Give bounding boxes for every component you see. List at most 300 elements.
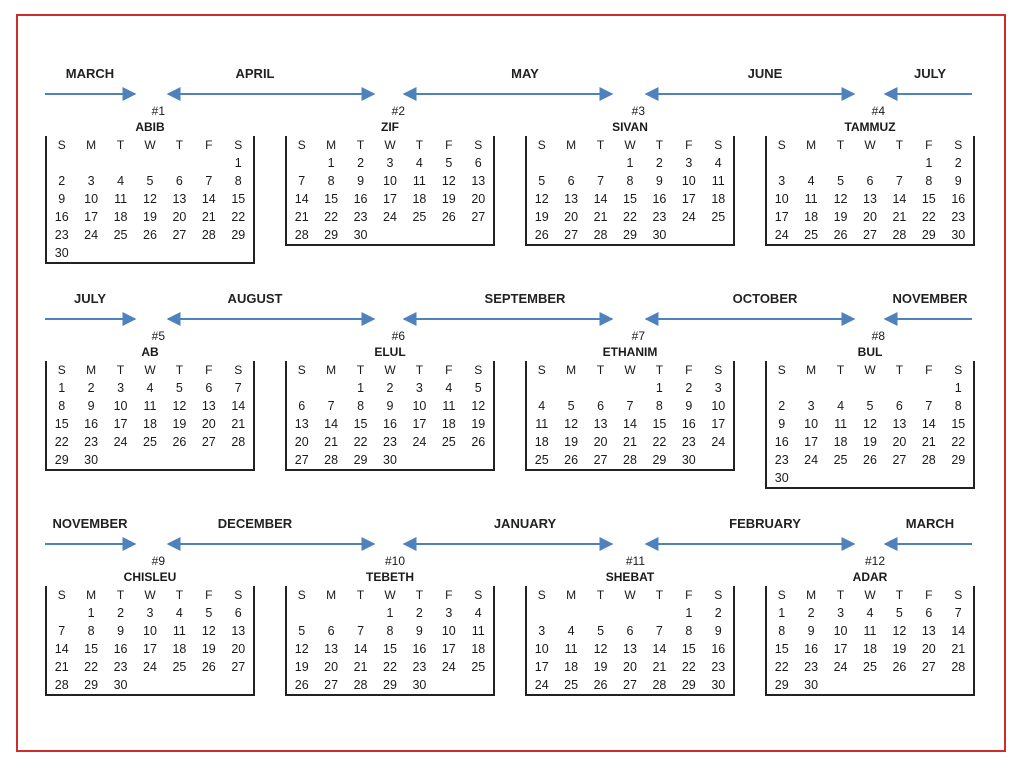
day-cell: 1 — [87, 606, 95, 620]
day-cell: 15 — [652, 417, 667, 431]
month-grid-box — [285, 586, 495, 696]
day-grid — [287, 586, 493, 694]
month-number: #8 — [871, 329, 885, 343]
day-cell — [527, 379, 556, 397]
day-cell: 1 — [778, 606, 786, 620]
day-cell: 27 — [593, 453, 608, 467]
weekday-label: W — [864, 588, 876, 602]
day-cell — [767, 154, 796, 172]
day-cell: 23 — [711, 660, 726, 674]
day-cell: 4 — [445, 381, 453, 395]
day-cell: 2 — [778, 399, 786, 413]
day-cell: 9 — [778, 417, 786, 431]
day-cell: 17 — [383, 192, 397, 206]
day-cell: 18 — [534, 435, 549, 449]
day-cell — [464, 226, 493, 244]
weekday-header — [287, 136, 493, 154]
day-cell: 30 — [951, 228, 966, 242]
day-cell: 21 — [921, 435, 936, 449]
week-row — [527, 604, 733, 622]
day-cell: 7 — [327, 399, 335, 413]
day-cell — [135, 244, 164, 262]
gregorian-month-label: JUNE — [747, 66, 783, 81]
day-cell: 18 — [143, 417, 157, 431]
day-cell: 8 — [925, 174, 933, 188]
day-cell: 15 — [921, 192, 936, 206]
week-row — [527, 379, 733, 397]
day-cell: 15 — [681, 642, 696, 656]
day-grid — [287, 136, 493, 244]
day-cell: 30 — [652, 228, 667, 242]
day-cell: 2 — [807, 606, 815, 620]
day-cell: 24 — [412, 435, 427, 449]
day-cell: 12 — [471, 399, 486, 413]
weekday-label: S — [954, 588, 963, 602]
hebrew-month-name: SHEBAT — [605, 570, 655, 584]
day-cell: 22 — [652, 435, 667, 449]
weekday-label: F — [925, 363, 933, 377]
week-row — [767, 226, 973, 244]
month-number: #6 — [391, 329, 405, 343]
day-cell: 1 — [234, 156, 242, 170]
week-row — [287, 154, 493, 172]
day-cell: 21 — [652, 660, 667, 674]
day-cell: 17 — [412, 417, 427, 431]
day-cell: 6 — [866, 174, 874, 188]
day-cell: 19 — [534, 210, 549, 224]
week-row — [47, 433, 253, 451]
day-cell: 9 — [386, 399, 394, 413]
month-grid-box — [45, 361, 255, 471]
weekday-label: W — [144, 138, 156, 152]
day-cell: 27 — [294, 453, 309, 467]
day-cell: 28 — [201, 228, 216, 242]
day-cell: 28 — [623, 453, 637, 467]
weekday-label: T — [895, 363, 904, 377]
weekday-label: T — [356, 138, 365, 152]
weekday-label: M — [86, 588, 97, 602]
day-cell: 14 — [951, 624, 966, 638]
day-cell: 25 — [113, 228, 128, 242]
day-cell: 21 — [623, 435, 637, 449]
week-row — [287, 622, 493, 640]
weekday-label: W — [384, 588, 396, 602]
day-cell: 2 — [655, 156, 663, 170]
day-cell: 19 — [143, 210, 157, 224]
day-cell: 3 — [386, 156, 394, 170]
day-cell: 7 — [205, 174, 213, 188]
day-cell: 9 — [954, 174, 962, 188]
day-cell: 7 — [357, 624, 365, 638]
day-cell: 17 — [143, 642, 157, 656]
day-cell: 2 — [357, 156, 365, 170]
week-row — [287, 397, 493, 415]
week-row — [287, 172, 493, 190]
weekday-header — [47, 361, 253, 379]
day-cell: 9 — [685, 399, 693, 413]
day-cell: 2 — [87, 381, 95, 395]
weekday-header — [287, 586, 493, 604]
day-cell — [944, 469, 973, 487]
day-cell: 18 — [564, 660, 579, 674]
weekday-label: S — [297, 138, 306, 152]
day-cell: 27 — [863, 228, 877, 242]
weekday-label: T — [415, 363, 424, 377]
day-cell: 13 — [921, 624, 936, 638]
day-cell: 26 — [294, 678, 309, 692]
day-cell: 14 — [231, 399, 246, 413]
day-cell: 15 — [951, 417, 966, 431]
day-cell: 28 — [54, 678, 69, 692]
day-cell: 7 — [925, 399, 933, 413]
weekday-label: M — [566, 363, 577, 377]
day-cell: 23 — [84, 435, 99, 449]
day-cell: 17 — [711, 417, 726, 431]
month-number: #4 — [871, 104, 885, 118]
month-number: #9 — [151, 554, 165, 568]
weekday-header — [527, 586, 733, 604]
day-cell: 5 — [205, 606, 213, 620]
day-cell — [287, 379, 316, 397]
day-cell: 18 — [863, 642, 877, 656]
day-cell: 6 — [474, 156, 482, 170]
gregorian-month-label: DECEMBER — [217, 516, 293, 531]
weekday-label: S — [234, 138, 243, 152]
month-grid-box — [45, 586, 255, 696]
weekday-label: M — [86, 363, 97, 377]
day-cell: 10 — [711, 399, 726, 413]
weekday-label: T — [175, 588, 184, 602]
day-cell — [796, 154, 825, 172]
day-cell: 15 — [231, 192, 246, 206]
day-cell — [224, 676, 253, 694]
day-cell: 3 — [837, 606, 845, 620]
day-cell: 10 — [534, 642, 549, 656]
weekday-label: S — [57, 363, 66, 377]
day-cell: 28 — [593, 228, 608, 242]
day-cell: 16 — [84, 417, 99, 431]
day-cell: 19 — [294, 660, 309, 674]
day-cell: 17 — [113, 417, 128, 431]
day-cell: 3 — [778, 174, 786, 188]
day-cell: 6 — [175, 174, 183, 188]
day-cell: 14 — [623, 417, 637, 431]
day-cell: 6 — [298, 399, 306, 413]
week-row — [527, 397, 733, 415]
day-cell: 26 — [892, 660, 907, 674]
weekday-label: T — [596, 588, 605, 602]
weekday-label: T — [175, 363, 184, 377]
day-cell: 24 — [534, 678, 549, 692]
day-cell: 28 — [892, 228, 907, 242]
day-cell — [767, 379, 796, 397]
weekday-label: M — [326, 138, 337, 152]
week-row — [767, 172, 973, 190]
day-cell: 18 — [113, 210, 128, 224]
weekday-label: T — [895, 138, 904, 152]
day-cell: 14 — [353, 642, 368, 656]
weekday-header — [767, 586, 973, 604]
week-row — [287, 433, 493, 451]
day-cell: 24 — [441, 660, 456, 674]
day-cell: 16 — [774, 435, 789, 449]
hebrew-month-name: CHISLEU — [123, 570, 177, 584]
weekday-label: S — [474, 588, 483, 602]
day-cell: 27 — [201, 435, 216, 449]
weekday-label: W — [624, 588, 636, 602]
day-cell: 23 — [652, 210, 667, 224]
weekday-label: S — [57, 588, 66, 602]
weekday-label: S — [234, 588, 243, 602]
weekday-label: S — [714, 138, 723, 152]
month-grid-box — [285, 136, 495, 246]
day-cell — [375, 226, 404, 244]
day-cell: 10 — [774, 192, 789, 206]
day-cell: 7 — [597, 174, 605, 188]
week-row — [527, 415, 733, 433]
day-cell: 3 — [538, 624, 546, 638]
day-cell — [826, 676, 855, 694]
day-cell — [464, 676, 493, 694]
day-cell: 21 — [294, 210, 309, 224]
day-grid — [527, 586, 733, 694]
day-cell — [826, 379, 855, 397]
day-cell: 12 — [833, 192, 848, 206]
day-cell: 14 — [324, 417, 339, 431]
day-cell: 22 — [951, 435, 966, 449]
day-cell: 29 — [623, 228, 637, 242]
day-cell — [826, 154, 855, 172]
day-cell: 25 — [863, 660, 877, 674]
week-row — [287, 379, 493, 397]
day-cell: 13 — [564, 192, 579, 206]
day-cell — [405, 226, 434, 244]
hebrew-month-name: ADAR — [852, 570, 888, 584]
week-row — [287, 190, 493, 208]
day-cell: 6 — [327, 624, 335, 638]
day-cell: 21 — [324, 435, 339, 449]
day-cell: 19 — [201, 642, 216, 656]
day-cell: 4 — [714, 156, 722, 170]
day-cell: 16 — [711, 642, 726, 656]
month-number: #7 — [631, 329, 645, 343]
day-cell: 2 — [714, 606, 722, 620]
day-cell: 9 — [117, 624, 125, 638]
day-cell: 25 — [711, 210, 726, 224]
day-cell: 28 — [353, 678, 368, 692]
day-cell — [224, 451, 253, 469]
month-grid-box — [45, 136, 255, 264]
day-cell: 2 — [954, 156, 962, 170]
day-cell: 18 — [172, 642, 187, 656]
day-grid — [47, 586, 253, 694]
day-cell: 22 — [383, 660, 397, 674]
day-cell: 8 — [626, 174, 634, 188]
day-cell: 6 — [925, 606, 933, 620]
day-cell: 11 — [564, 642, 578, 656]
day-cell — [47, 154, 76, 172]
day-cell: 12 — [172, 399, 187, 413]
day-cell: 28 — [652, 678, 667, 692]
day-cell — [287, 604, 316, 622]
day-cell: 24 — [833, 660, 848, 674]
week-row — [527, 451, 733, 469]
day-cell — [135, 154, 164, 172]
gregorian-month-label: OCTOBER — [732, 291, 798, 306]
week-row — [767, 469, 973, 487]
hebrew-month-name: ETHANIM — [602, 345, 658, 359]
day-cell: 19 — [471, 417, 486, 431]
day-cell — [434, 451, 463, 469]
weekday-label: T — [415, 138, 424, 152]
day-cell: 4 — [538, 399, 546, 413]
weekday-label: F — [205, 363, 213, 377]
weekday-label: S — [714, 363, 723, 377]
day-cell — [796, 469, 825, 487]
day-cell: 8 — [327, 174, 335, 188]
day-cell: 17 — [441, 642, 456, 656]
day-cell: 8 — [58, 399, 66, 413]
weekday-label: F — [925, 138, 933, 152]
week-row — [287, 658, 493, 676]
day-cell: 29 — [652, 453, 667, 467]
weekday-label: S — [474, 138, 483, 152]
weekday-label: F — [205, 588, 213, 602]
week-row — [767, 397, 973, 415]
day-cell: 1 — [925, 156, 933, 170]
day-cell: 24 — [113, 435, 128, 449]
day-cell: 29 — [84, 678, 99, 692]
day-cell: 20 — [623, 660, 637, 674]
day-cell: 30 — [681, 453, 696, 467]
day-cell: 11 — [863, 624, 877, 638]
day-cell — [106, 451, 135, 469]
day-cell — [556, 154, 585, 172]
weekday-label: M — [326, 588, 337, 602]
day-cell: 13 — [294, 417, 309, 431]
day-cell: 7 — [626, 399, 634, 413]
day-cell: 13 — [892, 417, 907, 431]
day-cell: 26 — [441, 210, 456, 224]
day-cell: 10 — [804, 417, 819, 431]
week-row — [527, 154, 733, 172]
day-cell: 5 — [538, 174, 546, 188]
day-cell: 4 — [474, 606, 482, 620]
day-cell: 24 — [383, 210, 397, 224]
week-row — [527, 658, 733, 676]
day-cell: 3 — [117, 381, 125, 395]
weekday-label: M — [566, 138, 577, 152]
day-cell: 28 — [324, 453, 339, 467]
day-cell: 20 — [294, 435, 309, 449]
day-cell: 1 — [655, 381, 663, 395]
weekday-label: S — [714, 588, 723, 602]
week-row — [47, 226, 253, 244]
day-cell: 14 — [294, 192, 309, 206]
day-cell: 27 — [231, 660, 246, 674]
day-cell: 22 — [623, 210, 637, 224]
day-cell: 26 — [534, 228, 549, 242]
day-cell: 17 — [84, 210, 99, 224]
day-cell: 30 — [383, 453, 397, 467]
day-cell: 18 — [804, 210, 819, 224]
weekday-label: W — [144, 363, 156, 377]
day-cell: 10 — [833, 624, 848, 638]
day-cell: 4 — [117, 174, 125, 188]
day-cell — [194, 451, 223, 469]
weekday-label: T — [655, 588, 664, 602]
day-cell: 22 — [921, 210, 936, 224]
day-cell — [135, 451, 164, 469]
day-cell: 28 — [951, 660, 966, 674]
day-cell: 19 — [564, 435, 579, 449]
day-cell: 21 — [951, 642, 966, 656]
day-cell: 8 — [685, 624, 693, 638]
day-cell: 17 — [804, 435, 819, 449]
week-row — [767, 658, 973, 676]
day-cell: 27 — [324, 678, 339, 692]
day-cell: 11 — [172, 624, 186, 638]
day-cell: 4 — [567, 624, 575, 638]
day-cell — [165, 676, 194, 694]
week-row — [287, 415, 493, 433]
month-grid-box — [285, 361, 495, 471]
hebrew-month-name: TEBETH — [366, 570, 414, 584]
day-cell: 16 — [412, 642, 427, 656]
day-cell: 26 — [593, 678, 608, 692]
day-cell: 6 — [234, 606, 242, 620]
day-cell: 23 — [412, 660, 427, 674]
day-cell: 9 — [58, 192, 66, 206]
day-cell: 12 — [892, 624, 907, 638]
day-cell: 22 — [231, 210, 246, 224]
day-cell: 27 — [892, 453, 907, 467]
day-cell — [527, 604, 556, 622]
day-cell: 2 — [386, 381, 394, 395]
day-cell: 21 — [201, 210, 216, 224]
month-number: #12 — [864, 554, 885, 568]
day-cell: 20 — [921, 642, 936, 656]
day-cell — [944, 676, 973, 694]
week-row — [767, 415, 973, 433]
month-grid-box — [765, 586, 975, 696]
day-cell — [855, 676, 884, 694]
day-cell — [586, 154, 615, 172]
day-cell — [106, 154, 135, 172]
day-cell: 20 — [593, 435, 608, 449]
day-cell: 18 — [471, 642, 486, 656]
day-cell: 26 — [201, 660, 216, 674]
weekday-label: S — [954, 138, 963, 152]
gregorian-month-label: JULY — [73, 291, 107, 306]
day-cell — [527, 154, 556, 172]
day-cell: 22 — [84, 660, 99, 674]
day-cell: 21 — [892, 210, 907, 224]
weekday-label: T — [415, 588, 424, 602]
month-grid-box — [525, 586, 735, 696]
gregorian-month-label: JANUARY — [493, 516, 557, 531]
day-cell — [316, 604, 345, 622]
weekday-label: F — [205, 138, 213, 152]
day-cell — [855, 469, 884, 487]
day-cell: 21 — [231, 417, 246, 431]
day-cell: 10 — [441, 624, 456, 638]
day-cell: 15 — [353, 417, 368, 431]
week-row — [527, 622, 733, 640]
day-cell: 8 — [778, 624, 786, 638]
hebrew-month-name: ZIF — [381, 120, 399, 134]
weekday-label: S — [234, 363, 243, 377]
